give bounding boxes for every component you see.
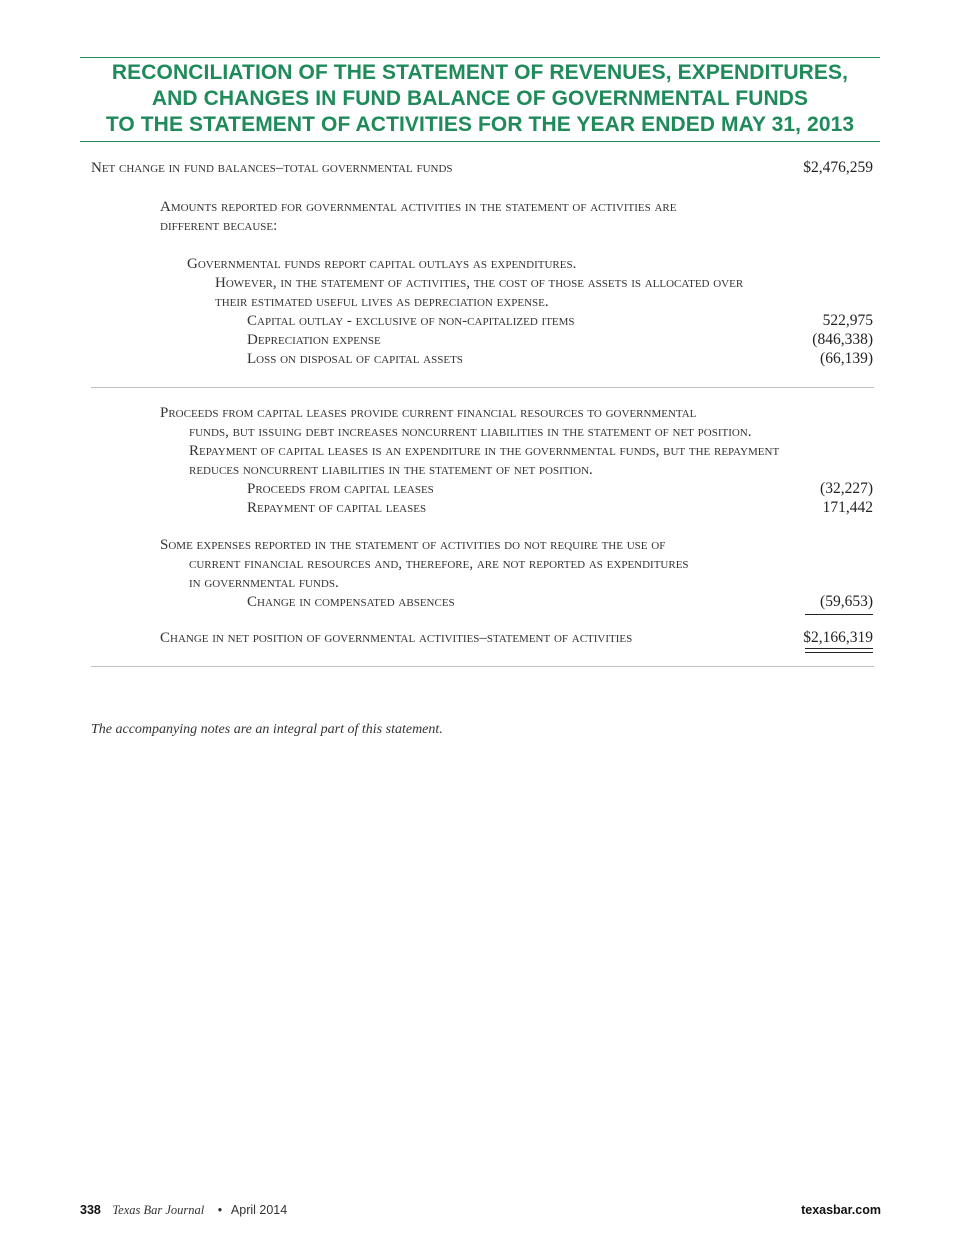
- compensated-absences-amount: (59,653): [820, 593, 873, 610]
- loss-disposal-amount: (66,139): [820, 350, 873, 367]
- intro-line-2: different because:: [160, 218, 278, 234]
- lease-proceeds-label: Proceeds from capital leases: [247, 481, 434, 497]
- intro-line-1: Amounts reported for governmental activities in the statement of activities are: [160, 199, 677, 215]
- page-title: [72, 60, 888, 138]
- title-line-3: TO THE STATEMENT OF ACTIVITIES FOR THE YEAR ENDED MAY 31, 2013: [105, 113, 855, 136]
- lease-proceeds-amount: (32,227): [820, 480, 873, 497]
- total-label: Change in net position of governmental activities–statement of activities: [160, 630, 633, 646]
- statement-note: The accompanying notes are an integral part of this statement.: [91, 722, 443, 737]
- lease-repayment-amount: 171,442: [822, 499, 873, 516]
- total-amount: $2,166,319: [803, 629, 873, 646]
- leases-line-4: reduces noncurrent liabilities in the statement of net position.: [189, 462, 593, 478]
- expenses-line-2: current financial resources and, therefore, are not reported as expenditures: [189, 556, 689, 572]
- depreciation-label: Depreciation expense: [247, 332, 381, 348]
- net-change-label: Net change in fund balances–total governmental funds: [91, 160, 453, 176]
- subtotal-underline: [805, 614, 873, 615]
- leases-line-2: funds, but issuing debt increases noncurrent liabilities in the statement of net position.: [189, 424, 752, 440]
- capital-outlay-label: Capital outlay - exclusive of non-capitalized items: [247, 313, 575, 329]
- site-url: texasbar.com: [801, 1203, 881, 1217]
- expenses-line-3: in governmental funds.: [189, 575, 339, 591]
- title-bottom-rule: [80, 141, 880, 142]
- compensated-absences-label: Change in compensated absences: [247, 594, 455, 610]
- title-line-2: AND CHANGES IN FUND BALANCE OF GOVERNMENTAL FUNDS: [151, 87, 809, 110]
- lease-repayment-label: Repayment of capital leases: [247, 500, 427, 516]
- capital-line-1: Governmental funds report capital outlays as expenditures.: [187, 256, 577, 272]
- total-double-underline: [805, 648, 873, 653]
- title-line-1: RECONCILIATION OF THE STATEMENT OF REVENUES, EXPENDITURES,: [111, 61, 849, 84]
- title-top-rule: [80, 57, 880, 58]
- leases-line-1: Proceeds from capital leases provide current financial resources to governmental: [160, 405, 697, 421]
- capital-line-2: However, in the statement of activities, the cost of those assets is allocated over: [215, 275, 744, 291]
- footer-separator: •: [217, 1203, 223, 1217]
- journal-name: Texas Bar Journal: [112, 1203, 205, 1217]
- capital-line-3: their estimated useful lives as depreciation expense.: [215, 294, 549, 310]
- capital-outlay-amount: 522,975: [822, 312, 873, 329]
- issue-date: April 2014: [230, 1203, 288, 1217]
- section-divider: [91, 387, 874, 388]
- expenses-line-1: Some expenses reported in the statement of activities do not require the use of: [160, 537, 666, 553]
- loss-disposal-label: Loss on disposal of capital assets: [247, 351, 463, 367]
- depreciation-amount: (846,338): [812, 331, 873, 348]
- page-number: 338: [80, 1203, 101, 1217]
- leases-line-3: Repayment of capital leases is an expenditure in the governmental funds, but the repayment: [189, 443, 780, 459]
- net-change-amount: $2,476,259: [803, 159, 873, 176]
- footer-left: [80, 1203, 287, 1218]
- bottom-divider: [91, 666, 874, 667]
